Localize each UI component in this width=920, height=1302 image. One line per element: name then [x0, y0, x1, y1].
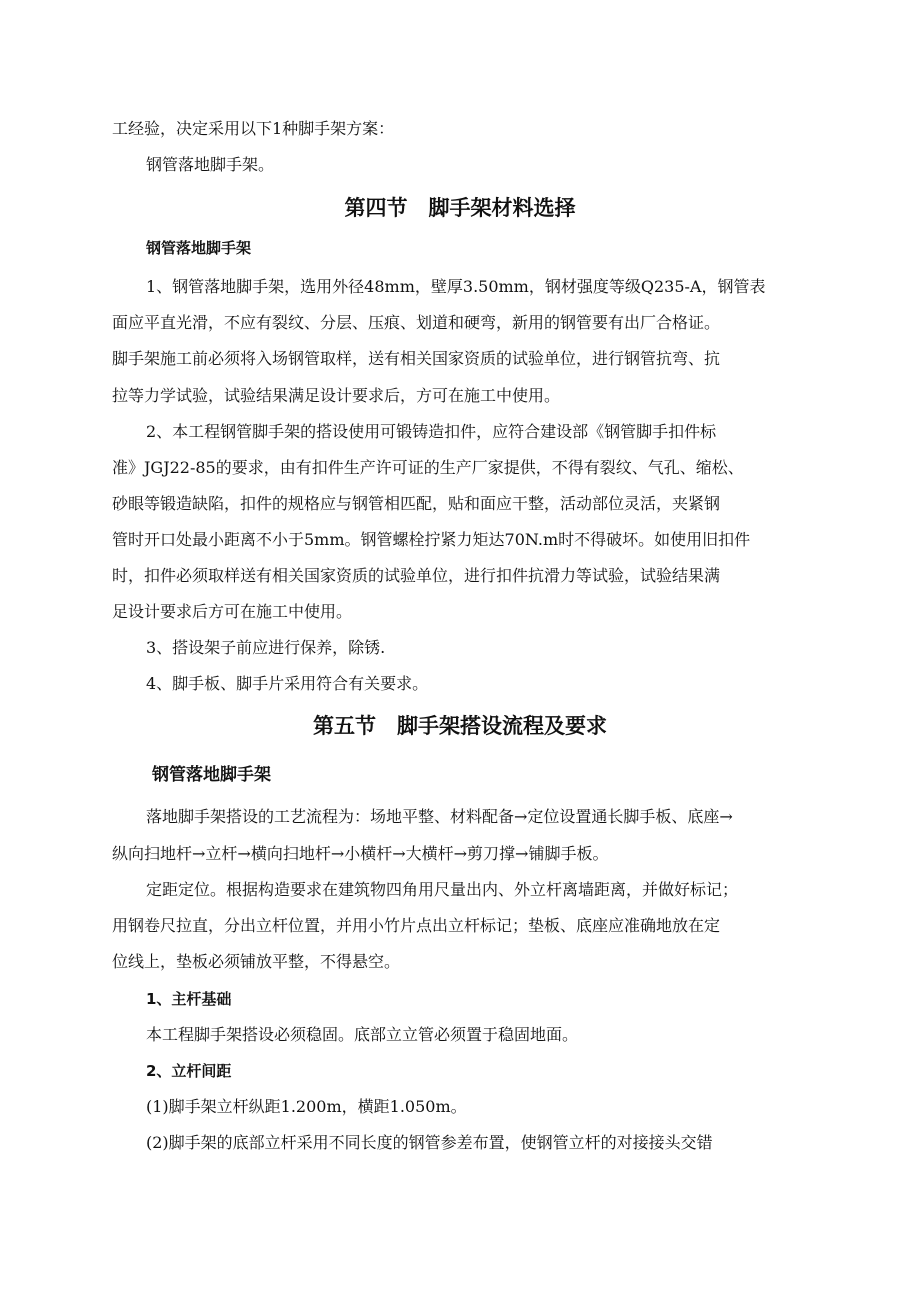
s5-p4: (1)脚手架立杆纵距1.200m，横距1.050m。: [146, 1097, 467, 1116]
s4-p2-line-5: 时，扣件必须取样送有相关国家资质的试验单位，进行扣件抗滑力等试验，试验结果满: [112, 566, 721, 585]
s4-p3: 3、搭设架子前应进行保养，除锈.: [146, 638, 386, 657]
s5-p2-line-3: 位线上，垫板必须铺放平整，不得悬空。: [112, 952, 401, 971]
intro-line-1: 工经验，决定采用以下1种脚手架方案：: [112, 119, 395, 138]
section-4-subtitle: 钢管落地脚手架: [146, 239, 252, 257]
s4-p2-line-1: 2、本工程钢管脚手架的搭设使用可锻铸造扣件，应符合建设部《钢管脚手扣件标: [146, 422, 717, 441]
s5-heading-2: 2、立杆间距: [146, 1062, 232, 1080]
s4-p2-line-6: 足设计要求后方可在施工中使用。: [112, 602, 353, 621]
s4-p1-line-3: 脚手架施工前必须将入场钢管取样，送有相关国家资质的试验单位，进行钢管抗弯、抗: [112, 349, 721, 368]
s4-p1-line-1: 1、钢管落地脚手架，选用外径48mm，壁厚3.50mm，钢材强度等级Q235-A，钢管表: [146, 277, 766, 296]
section-4-title: 第四节 脚手架材料选择: [344, 196, 576, 220]
s5-p5: (2)脚手架的底部立杆采用不同长度的钢管参差布置，使钢管立杆的对接接头交错: [146, 1133, 713, 1152]
s5-p3: 本工程脚手架搭设必须稳固。底部立立管必须置于稳固地面。: [146, 1025, 579, 1044]
s5-heading-1: 1、主杆基础: [146, 990, 232, 1008]
s5-p1-line-2: 纵向扫地杆→立杆→横向扫地杆→小横杆→大横杆→剪刀撑→铺脚手板。: [112, 844, 609, 863]
s4-p4: 4、脚手板、脚手片采用符合有关要求。: [146, 674, 429, 693]
s4-p2-line-3: 砂眼等锻造缺陷，扣件的规格应与钢管相匹配，贴和面应干整，活动部位灵活，夹紧钢: [112, 494, 721, 513]
section-5-title: 第五节 脚手架搭设流程及要求: [313, 714, 607, 738]
s4-p1-line-2: 面应平直光滑，不应有裂纹、分层、压痕、划道和硬弯，新用的钢管要有出厂合格证。: [112, 313, 721, 332]
s5-p2-line-2: 用钢卷尺拉直，分出立杆位置，并用小竹片点出立杆标记；垫板、底座应准确地放在定: [112, 916, 721, 935]
s5-p2-line-1: 定距定位。根据构造要求在建筑物四角用尺量出内、外立杆离墙距离，并做好标记；: [146, 880, 739, 899]
s4-p2-line-4: 管时开口处最小距离不小于5mm。钢管螺栓拧紧力矩达70N.m时不得破坏。如使用旧扣件: [112, 530, 751, 549]
section-5-subtitle: 钢管落地脚手架: [152, 765, 271, 785]
s4-p1-line-4: 拉等力学试验，试验结果满足设计要求后，方可在施工中使用。: [112, 386, 561, 405]
s5-p1-line-1: 落地脚手架搭设的工艺流程为：场地平整、材料配备→定位设置通长脚手板、底座→: [146, 807, 733, 826]
intro-line-2: 钢管落地脚手架。: [146, 155, 275, 174]
s4-p2-line-2: 准》JGJ22-85的要求，由有扣件生产许可证的生产厂家提供，不得有裂纹、气孔、缩松、: [112, 458, 744, 477]
